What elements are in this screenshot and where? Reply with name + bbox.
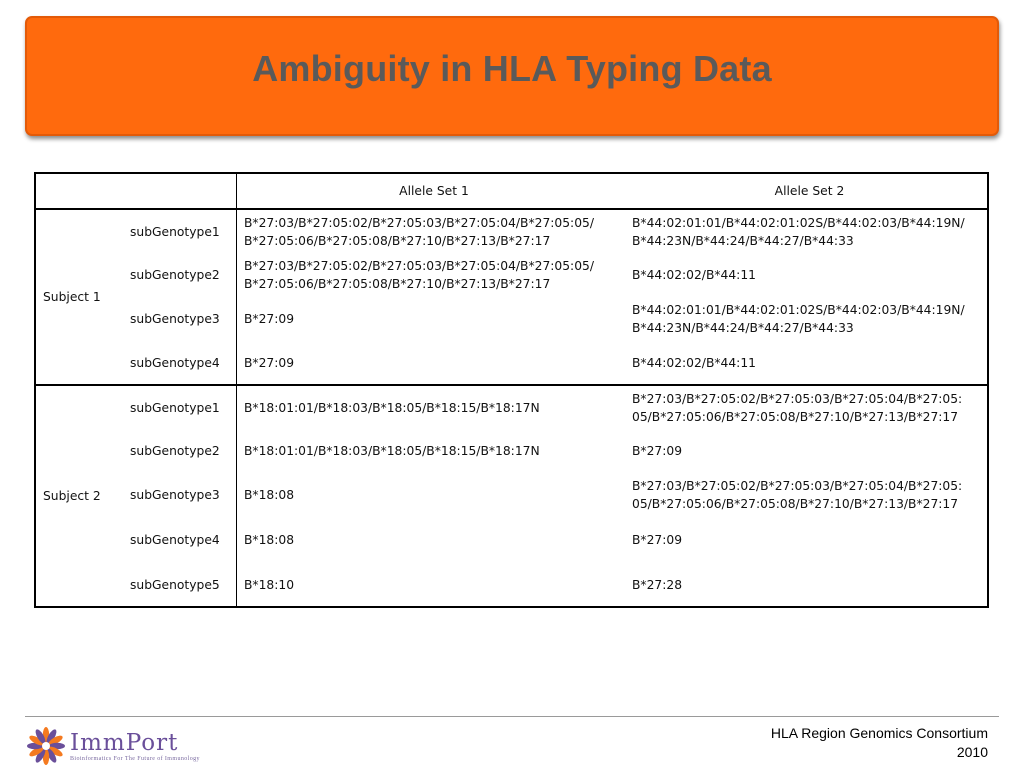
header-cell-subject (35, 173, 126, 209)
allele-set-2-cell (624, 209, 988, 253)
table-row (35, 209, 988, 253)
allele-set-2-cell (624, 473, 988, 517)
allele-line: B*44:02:01:01/B*44:02:01:02S/B*44:02:03/B*44:19N/ (632, 303, 965, 317)
allele-line: B*44:02:02/B*44:11 (632, 268, 756, 282)
allele-line: B*27:03/B*27:05:02/B*27:05:03/B*27:05:04/B*27:05:05/ (244, 215, 594, 230)
footer-divider (25, 716, 999, 717)
allele-set-2-cell (624, 429, 988, 473)
table-row (35, 341, 988, 385)
subgenotype-label: subGenotype2 (130, 444, 220, 458)
allele-set-1-cell (237, 209, 625, 253)
allele-set-1-cell (237, 517, 625, 563)
allele-set-1-cell (237, 297, 625, 341)
allele-line: B*27:05:06/B*27:05:08/B*27:10/B*27:13/B*27:17 (244, 233, 551, 248)
allele-line: B*27:28 (632, 577, 683, 592)
allele-line: B*18:08 (244, 533, 295, 547)
allele-line: B*27:09 (244, 312, 295, 326)
allele-set-2-cell (624, 341, 988, 385)
subgenotype-label: subGenotype5 (130, 577, 220, 592)
allele-set-2-cell (624, 297, 988, 341)
allele-set-1-cell (237, 563, 625, 607)
immport-star-icon (26, 726, 66, 766)
consortium-year: 2010 (956, 744, 988, 760)
allele-set-2-cell (624, 385, 988, 429)
allele-line: 05/B*27:05:06/B*27:05:08/B*27:10/B*27:13/B*27:17 (632, 409, 959, 424)
allele-line: B*27:05:06/B*27:05:08/B*27:10/B*27:13/B*27:17 (244, 277, 551, 291)
table-row (35, 385, 988, 429)
table-row (35, 563, 988, 607)
allele-set-2-cell (624, 563, 988, 607)
allele-set-1-cell (237, 341, 625, 385)
allele-set-2-cell (624, 517, 988, 563)
title-banner (25, 16, 999, 136)
subgenotype-label: subGenotype3 (130, 312, 220, 326)
subgenotype-label: subGenotype4 (130, 533, 220, 547)
header-cell-subgenotype (126, 173, 237, 209)
consortium-name: HLA Region Genomics Consortium (770, 725, 988, 741)
table-row (35, 297, 988, 341)
table-row (35, 429, 988, 473)
allele-line: B*27:03/B*27:05:02/B*27:05:03/B*27:05:04/B*27:05: (632, 391, 963, 406)
allele-set-1-cell (237, 385, 625, 429)
immport-logo (26, 724, 236, 768)
allele-line: B*27:09 (244, 355, 295, 370)
allele-line: 05/B*27:05:06/B*27:05:08/B*27:10/B*27:13/B*27:17 (632, 497, 959, 511)
hla-typing-table (34, 172, 989, 608)
table-row (35, 253, 988, 297)
header-cell-allele-set-2: Allele Set 2 (774, 184, 845, 198)
table-row (35, 473, 988, 517)
allele-set-1-cell (237, 253, 625, 297)
allele-line: B*18:01:01/B*18:03/B*18:05/B*18:15/B*18:17N (244, 444, 540, 458)
slide-title: Ambiguity in HLA Typing Data (252, 48, 772, 89)
table-row (35, 517, 988, 563)
subgenotype-label: subGenotype4 (130, 355, 220, 370)
allele-set-2-cell (624, 253, 988, 297)
consortium-credit (771, 724, 988, 762)
logo-wordmark: ImmPort (70, 730, 179, 756)
allele-line: B*44:02:01:01/B*44:02:01:02S/B*44:02:03/B*44:19N/ (632, 215, 965, 230)
subgenotype-label: subGenotype3 (130, 488, 220, 502)
allele-line: B*44:23N/B*44:24/B*44:27/B*44:33 (632, 233, 854, 248)
allele-set-1-cell (237, 473, 625, 517)
allele-line: B*18:01:01/B*18:03/B*18:05/B*18:15/B*18:17N (244, 400, 540, 415)
allele-line: B*18:08 (244, 488, 295, 502)
subject-label: Subject 2 (35, 385, 126, 607)
allele-line: B*44:23N/B*44:24/B*44:27/B*44:33 (632, 321, 854, 335)
subgenotype-label: subGenotype1 (126, 209, 237, 253)
table-body (35, 209, 988, 607)
allele-line: B*18:10 (244, 577, 295, 592)
allele-line: B*27:09 (632, 444, 683, 458)
allele-line: B*44:02:02/B*44:11 (632, 355, 756, 370)
subject-label: Subject 1 (35, 209, 126, 385)
subgenotype-label: subGenotype1 (126, 385, 237, 429)
table-header-row (35, 173, 988, 209)
subgenotype-label: subGenotype2 (130, 268, 220, 282)
allele-line: B*27:03/B*27:05:02/B*27:05:03/B*27:05:04/B*27:05:05/ (244, 259, 594, 273)
allele-line: B*27:03/B*27:05:02/B*27:05:03/B*27:05:04/B*27:05: (632, 479, 963, 493)
logo-tagline: Bioinformatics For The Future of Immunology (70, 756, 200, 762)
allele-set-1-cell (237, 429, 625, 473)
header-cell-allele-set-1: Allele Set 1 (237, 173, 625, 209)
allele-line: B*27:09 (632, 533, 683, 547)
